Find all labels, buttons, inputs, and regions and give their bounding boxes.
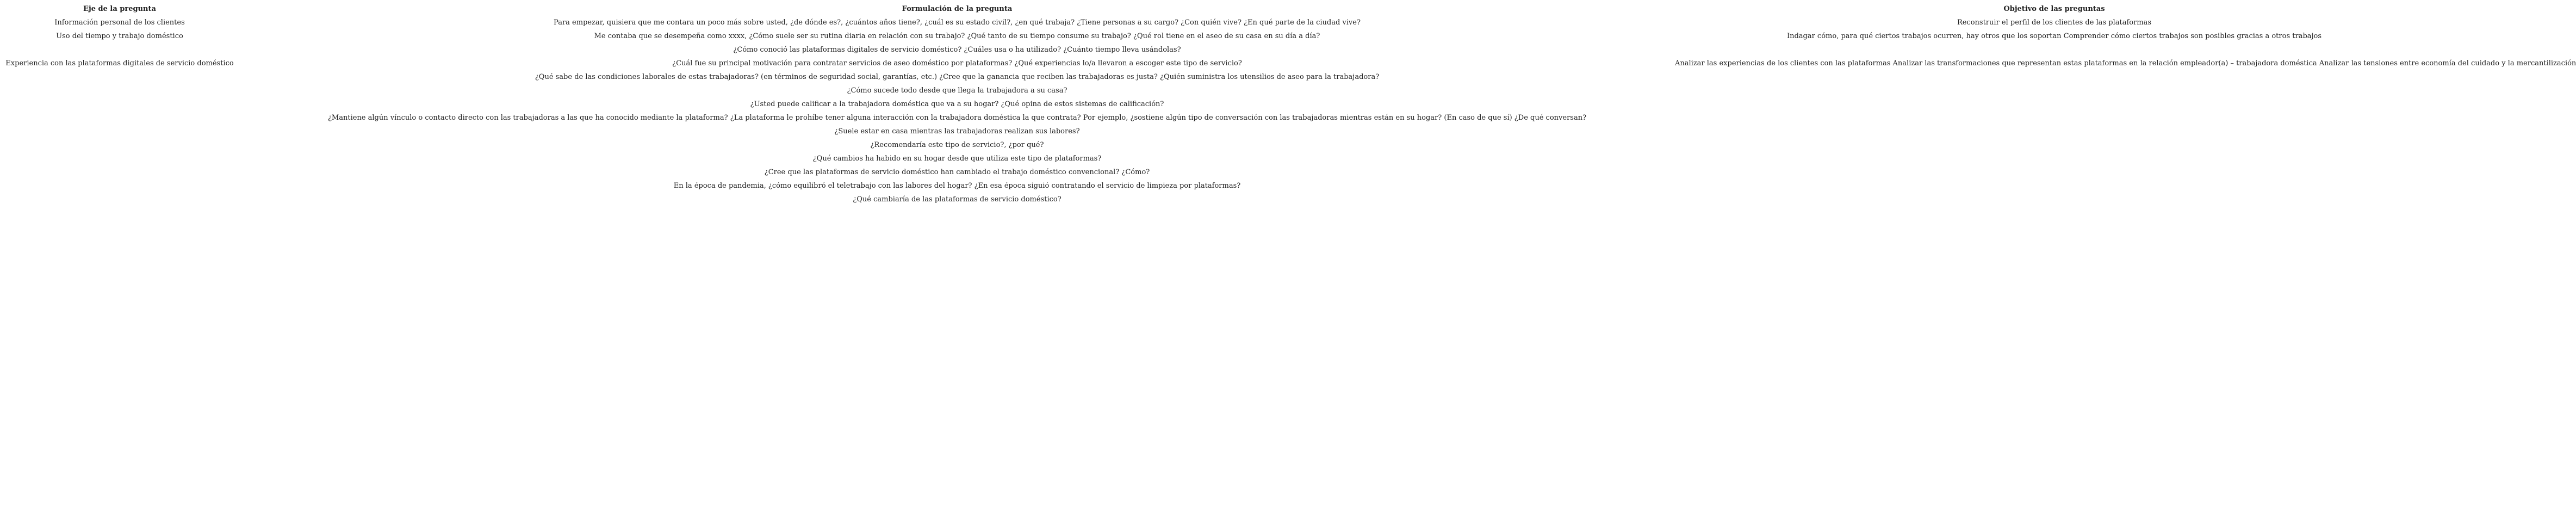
cell-objective — [1675, 138, 2434, 152]
cell-axis — [0, 152, 239, 165]
table-row — [0, 165, 2434, 179]
table-row — [0, 179, 2434, 193]
table-row — [0, 97, 2434, 111]
cell-objective: Indagar cómo, para qué ciertos trabajos ocurren, hay otros que los soportan Comprender cómo ciertos trabajos son posibles gracias a otros trabajos — [1786, 32, 2322, 40]
cell-axis: Uso del tiempo y trabajo doméstico — [56, 32, 183, 40]
table-row — [0, 193, 2434, 206]
cell-objective — [1675, 70, 2434, 84]
cell-question: ¿Cómo sucede todo desde que llega la trabajadora a su casa? — [847, 87, 1067, 95]
cell-question: Para empezar, quisiera que me contara un poco más sobre usted, ¿de dónde es?, ¿cuántos años tiene?, ¿cuál es su estado civil?, ¿en qué trabaja? ¿Tiene personas a su cargo? ¿Con quién vive? ¿En qué parte de la ciudad vive? — [554, 19, 1361, 27]
cell-axis — [0, 97, 239, 111]
cell-question: ¿Suele estar en casa mientras las trabajadoras realizan sus labores? — [834, 127, 1080, 136]
table-row — [0, 29, 2434, 43]
cell-question: Me contaba que se desempeña como xxxx, ¿Cómo suele ser su rutina diaria en relación con su trabajo? ¿Qué tanto de su tiempo consume su trabajo? ¿Qué rol tiene en el aseo de su casa en su día a día? — [594, 32, 1320, 40]
cell-question: En la época de pandemia, ¿cómo equilibró el teletrabajo con las labores del hogar? ¿En esa época siguió contratando el servicio de limpieza por plataformas? — [673, 182, 1241, 190]
header-axis: Eje de la pregunta — [83, 5, 156, 13]
header-question: Formulación de la pregunta — [902, 5, 1013, 13]
cell-objective: Analizar las experiencias de los clientes con las plataformas Analizar las transformaciones que representan estas plataformas en la relación empleador(a) – trabajadora doméstica Analizar las tensiones entre economía del cuidado y la mercantilización — [1675, 59, 2576, 67]
cell-objective — [1675, 84, 2434, 97]
cell-axis: Experiencia con las plataformas digitales de servicio doméstico — [5, 59, 234, 67]
cell-question: ¿Cuál fue su principal motivación para contratar servicios de aseo doméstico por plataformas? ¿Qué experiencias lo/a llevaron a escoger este tipo de servicio? — [672, 59, 1242, 67]
cell-objective — [1675, 193, 2434, 206]
cell-axis — [0, 84, 239, 97]
cell-axis — [0, 125, 239, 138]
table-row — [0, 125, 2434, 138]
table-row — [0, 138, 2434, 152]
cell-objective — [1675, 165, 2434, 179]
cell-question: ¿Usted puede calificar a la trabajadora doméstica que va a su hogar? ¿Qué opina de estos sistemas de calificación? — [750, 100, 1164, 108]
document — [0, 0, 2576, 206]
cell-axis — [0, 179, 239, 193]
cell-question: ¿Qué cambiaría de las plataformas de servicio doméstico? — [853, 195, 1062, 204]
table-row — [0, 57, 2434, 70]
cell-axis — [0, 43, 239, 57]
cell-question: ¿Cómo conoció las plataformas digitales de servicio doméstico? ¿Cuáles usa o ha utilizado? ¿Cuánto tiempo lleva usándolas? — [733, 46, 1181, 54]
cell-axis — [0, 138, 239, 152]
table-row — [0, 16, 2434, 29]
table-row — [0, 84, 2434, 97]
header-objective: Objetivo de las preguntas — [2003, 5, 2105, 13]
cell-objective — [1675, 97, 2434, 111]
cell-question: ¿Recomendaría este tipo de servicio?, ¿por qué? — [870, 141, 1044, 149]
interview-questions-table — [0, 0, 2576, 206]
table-row — [0, 70, 2434, 84]
cell-axis: Información personal de los clientes — [54, 19, 185, 27]
cell-axis — [0, 193, 239, 206]
cell-objective — [1675, 125, 2434, 138]
cell-question: ¿Cree que las plataformas de servicio doméstico han cambiado el trabajo doméstico convencional? ¿Cómo? — [764, 168, 1150, 176]
cell-axis — [0, 70, 239, 84]
table-header-row — [0, 0, 2434, 16]
table-row — [0, 152, 2434, 165]
cell-objective — [1675, 43, 2434, 57]
cell-objective — [1675, 152, 2434, 165]
table-row — [0, 43, 2434, 57]
table-row — [0, 111, 2434, 125]
cell-question: ¿Qué cambios ha habido en su hogar desde que utiliza este tipo de plataformas? — [812, 155, 1102, 163]
cell-question: ¿Qué sabe de las condiciones laborales de estas trabajadoras? (en términos de seguridad social, garantías, etc.) ¿Cree que la ganancia que reciben las trabajadoras es justa? ¿Quién suministra los utensilios de aseo para la trabajadora? — [535, 73, 1380, 81]
cell-objective — [1675, 111, 2434, 125]
cell-axis — [0, 111, 239, 125]
cell-objective — [1675, 179, 2434, 193]
cell-question: ¿Mantiene algún vínculo o contacto directo con las trabajadoras a las que ha conocido mediante la plataforma? ¿La plataforma le prohíbe tener alguna interacción con la trabajadora doméstica la que contrata? Por ejemplo, ¿sostiene algún tipo de conversación con las trabajadoras mientras están en su hogar? (En caso de que sí) ¿De qué conversan? — [327, 114, 1587, 122]
cell-objective: Reconstruir el perfil de los clientes de las plataformas — [1957, 19, 2152, 27]
cell-axis — [0, 165, 239, 179]
